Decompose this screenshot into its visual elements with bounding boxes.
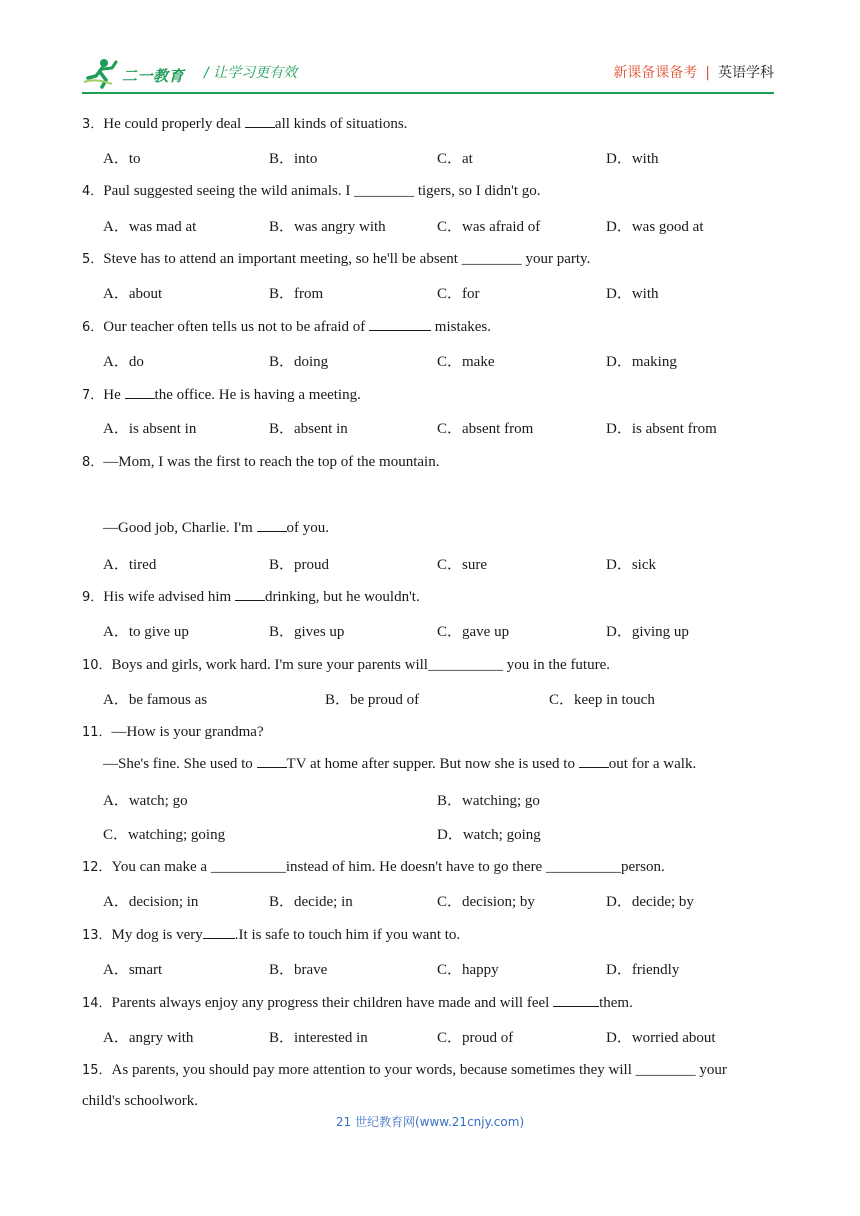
question-number: 4． [82,184,104,199]
question-number: 12． [82,860,112,875]
option-a: A．watch; go [103,793,188,809]
option-b: B．watching; go [437,793,540,809]
question-number: 5． [82,252,104,267]
option-d: D．friendly [606,962,680,978]
option-a: A．do [103,354,144,370]
question-text: —Mom, I was the first to reach the top of the mountain. [103,454,440,470]
question-number: 14． [82,996,112,1011]
question-text: —She's fine. She used to [103,756,257,772]
question-text: Parents always enjoy any progress their children have made and will feel [111,995,554,1011]
option-a: A．smart [103,962,163,978]
option-a: A．about [103,286,163,302]
brand-name: 二一教育 [122,67,185,85]
question-text: child's schoolwork. [82,1093,199,1109]
option-b: B．absent in [269,421,348,437]
option-a: A．angry with [103,1030,194,1046]
question-14 [82,992,633,1012]
answer-blank [369,318,431,331]
answer-blank [553,994,599,1007]
option-b: B．was angry with [269,219,386,235]
question-4 [82,180,541,200]
option-c: C．proud of [437,1030,514,1046]
answer-blank [203,926,235,939]
question-number: 13． [82,928,112,943]
option-c: C．was afraid of [437,219,541,235]
page-footer: 21 世纪教育网(www.21cnjy.com) [335,1115,525,1129]
option-a: A．be famous as [103,692,208,708]
question-8 [82,451,439,471]
course-label: 新课备课备考 [613,65,698,81]
question-11-reply [103,755,696,773]
question-15 [82,1059,727,1079]
option-d: D．worried about [606,1030,716,1046]
option-b: B．gives up [269,624,345,640]
brand-logo [82,56,192,90]
question-text: them. [599,995,633,1011]
runner-logo-icon [82,56,122,90]
question-number: 8． [82,455,104,470]
question-text: of you. [286,520,330,536]
question-5 [82,248,590,268]
question-text: Steve has to attend an important meeting, so he'll be absent ________ your party. [103,251,591,267]
question-text: —Good job, Charlie. I'm [103,520,257,536]
question-text: He [103,387,125,403]
option-a: A．tired [103,557,157,573]
option-c: C．absent from [437,421,534,437]
question-10 [82,654,610,674]
question-number: 6． [82,320,104,335]
question-text: His wife advised him [103,589,235,605]
option-b: B．brave [269,962,328,978]
option-c: C．gave up [437,624,510,640]
question-3 [82,113,407,133]
question-text: My dog is very [111,927,203,943]
option-b: B．from [269,286,324,302]
option-b: B．doing [269,354,329,370]
option-c: C．watching; going [103,827,226,843]
question-number: 11． [82,725,112,740]
option-d: D．is absent from [606,421,717,437]
question-text: Our teacher often tells us not to be afraid of [103,319,370,335]
option-d: D．giving up [606,624,689,640]
option-c: C．at [437,151,473,167]
question-number: 10． [82,658,112,673]
question-9 [82,586,420,606]
question-number: 9． [82,590,104,605]
question-11 [82,721,264,741]
option-d: D．decide; by [606,894,694,910]
subject-label: 英语学科 [718,65,774,81]
option-c: C．happy [437,962,499,978]
option-c: C．for [437,286,480,302]
answer-blank [257,755,287,768]
page-header [82,56,774,90]
question-13 [82,924,460,944]
option-a: A．is absent in [103,421,197,437]
option-c: C．sure [437,557,487,573]
option-d: D．watch; going [437,827,541,843]
question-text: mistakes. [431,319,492,335]
option-a: A．decision; in [103,894,199,910]
option-b: B．decide; in [269,894,353,910]
option-d: D．sick [606,557,656,573]
answer-blank [245,115,275,128]
option-c: C．decision; by [437,894,535,910]
question-text: Paul suggested seeing the wild animals. I ________ tigers, so I didn't go. [103,183,541,199]
question-number: 7． [82,388,104,403]
option-d: D．was good at [606,219,704,235]
option-b: B．be proud of [325,692,420,708]
header-divider [82,92,774,94]
question-number: 3． [82,117,104,132]
question-text: .It is safe to touch him if you want to. [234,927,461,943]
question-text: all kinds of situations. [274,116,408,132]
header-right [613,62,774,82]
question-6 [82,316,491,336]
option-a: A．was mad at [103,219,197,235]
option-b: B．interested in [269,1030,368,1046]
question-12 [82,856,665,876]
option-d: D．making [606,354,677,370]
question-text: the office. He is having a meeting. [154,387,361,403]
question-8-reply [103,519,329,537]
slogan: / 让学习更有效 [204,65,298,81]
answer-blank [235,588,265,601]
answer-blank [125,386,155,399]
question-7 [82,384,361,404]
answer-blank [257,519,287,532]
question-text: out for a walk. [608,756,697,772]
question-text: As parents, you should pay more attention to your words, because sometimes they will ________ your [111,1062,727,1078]
option-d: D．with [606,286,659,302]
option-d: D．with [606,151,659,167]
question-text: He could properly deal [103,116,245,132]
question-15-continued [82,1093,198,1110]
option-c: C．keep in touch [549,692,655,708]
option-a: A．to [103,151,141,167]
answer-blank [579,755,609,768]
header-separator: | [705,65,710,81]
question-text: —How is your grandma? [111,724,264,740]
option-b: B．proud [269,557,330,573]
option-b: B．into [269,151,318,167]
question-number: 15． [82,1063,112,1078]
question-text: drinking, but he wouldn't. [264,589,420,605]
option-a: A．to give up [103,624,189,640]
question-text: TV at home after supper. But now she is used to [286,756,579,772]
option-c: C．make [437,354,495,370]
question-text: Boys and girls, work hard. I'm sure your parents will__________ you in the future. [111,657,611,673]
question-text: You can make a __________instead of him. He doesn't have to go there __________person. [111,859,665,875]
